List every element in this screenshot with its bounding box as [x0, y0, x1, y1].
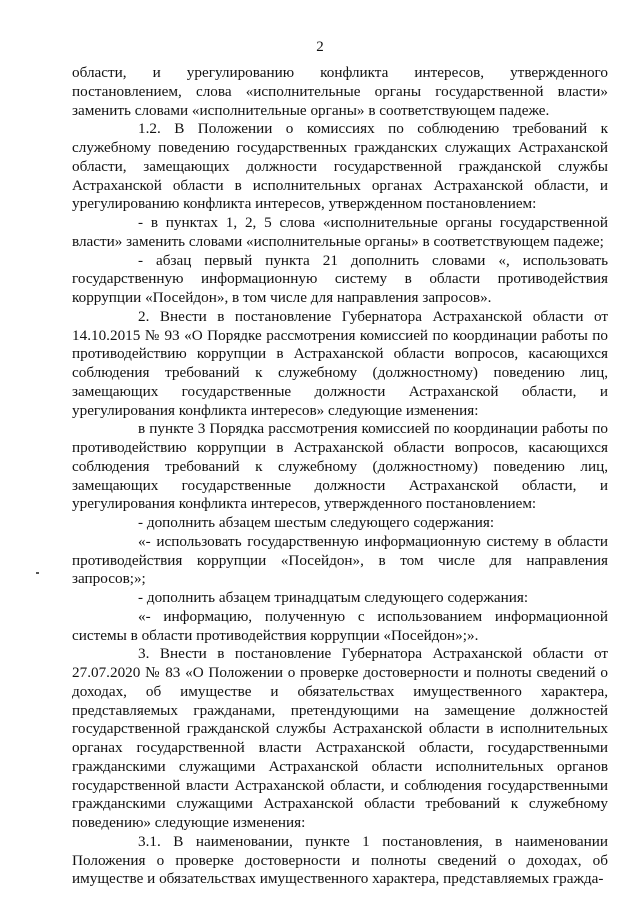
paragraph: в пункте 3 Порядка рассмотрения комиссией по координации работы по противодействию коррупции в Астраханской области вопросов, касающихся соблюдения требований к служебному (должностному) поведению лиц, замещающих государственные должности Астраханской области, и урегулирования конфликта интересов, утвержденного постановлением:	[72, 420, 608, 513]
page-number: 2	[316, 39, 324, 55]
paragraph: 2. Внести в постановление Губернатора Астраханской области от 14.10.2015 № 93 «О Порядке рассмотрения комиссией по координации работы по противодействию коррупции в Астраханской области вопросов, касающихся соблюдения требований к служебному (должностному) поведению лиц, замещающих государственные должности Астраханской области, и урегулирования конфликта интересов» следующие изменения:	[72, 307, 608, 419]
paragraph: «- информацию, полученную с использованием информационной системы в области противодействия коррупции «Посейдон»;».	[72, 607, 608, 644]
paragraph: - дополнить абзацем тринадцатым следующего содержания:	[138, 589, 529, 606]
paragraph: 1.2. В Положении о комиссиях по соблюдению требований к служебному поведению государственных гражданских служащих Астраханской области, замещающих должности государственной гражданской службы Астраханской области в исполнительных органах Астраханской области, и урегулированию конфликта интересов, утвержденном постановлением:	[72, 120, 608, 213]
paragraph: «- использовать государственную информационную систему в области противодействия коррупции «Посейдон», в том числе для направления запросов;»;	[72, 532, 608, 588]
document-body	[72, 64, 608, 889]
scan-artifact	[36, 572, 39, 574]
paragraph: 3. Внести в постановление Губернатора Астраханской области от 27.07.2020 № 83 «О Положении о проверке достоверности и полноты сведений о доходах, об имуществе и обязательствах имущественного характера, представляемых гражданами, претендующими на замещение должностей государственной гражданской службы Астраханской области в исполнительных органах государственной власти Астраханской области, государственными гражданскими служащими Астраханской области исполнительных органов государственной власти Астраханской области, и соблюдения государственными гражданскими служащими Астраханской области требований к служебному поведению» следующие изменения:	[72, 645, 608, 831]
paragraph: - абзац первый пункта 21 дополнить словами «, использовать государственную информационную систему в области противодействия коррупции «Посейдон», в том числе для направления запросов».	[72, 251, 608, 306]
paragraph: - в пунктах 1, 2, 5 слова «исполнительные органы государственной власти» заменить словами «исполнительные органы» в соответствующем падеже;	[72, 214, 608, 250]
paragraph: 3.1. В наименовании, пункте 1 постановления, в наименовании Положения о проверке достоверности и полноты сведений о доходах, об имуществе и обязательствах имущественного характера, представляемых гражда-	[72, 832, 608, 888]
paragraph: - дополнить абзацем шестым следующего содержания:	[138, 514, 495, 531]
paragraph: области, и урегулированию конфликта интересов, утвержденного постановлением, слова «исполнительные органы государственной власти» заменить словами «исполнительные органы» в соответствующем падеже.	[72, 64, 608, 119]
